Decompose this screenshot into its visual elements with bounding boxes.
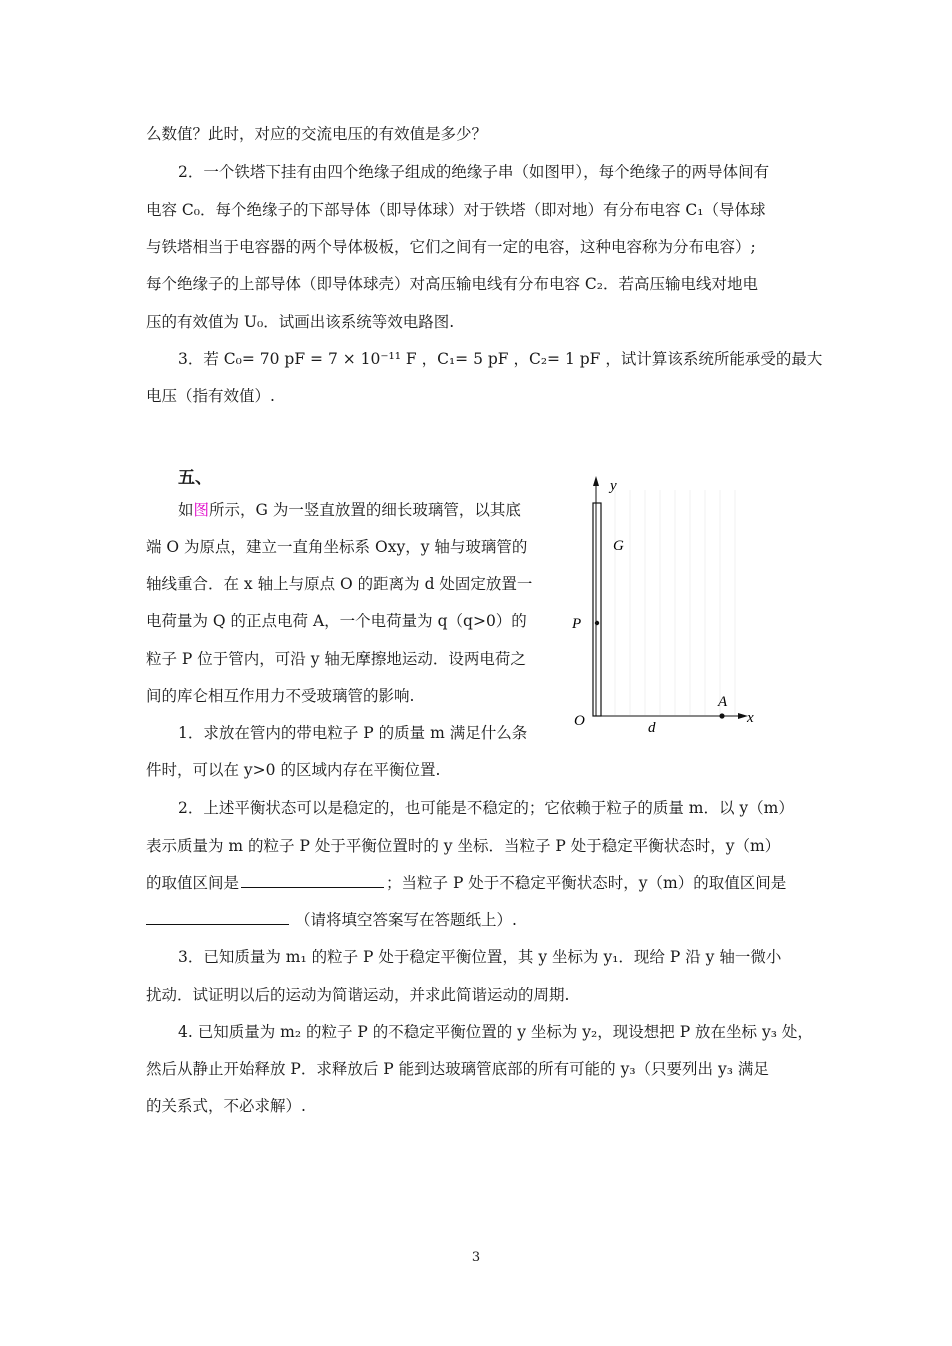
text-line: 电压（指有效值）. bbox=[146, 387, 275, 405]
question-line bbox=[146, 873, 786, 893]
y-axis-label: y bbox=[610, 478, 617, 494]
text-fragment: ；当粒子 P 处于不稳定平衡状态时，y（m）的取值区间是 bbox=[386, 874, 787, 892]
text-fragment: （请将填空答案写在答题纸上）. bbox=[295, 911, 517, 929]
question-line: 扰动．试证明以后的运动为简谐运动，并求此简谐运动的周期. bbox=[146, 986, 570, 1004]
question-line: 表示质量为 m 的粒子 P 处于平衡位置时的 y 坐标．当粒子 P 处于稳定平衡状态时，y（m） bbox=[146, 837, 781, 855]
paragraph-line: 间的库仑相互作用力不受玻璃管的影响. bbox=[146, 687, 415, 705]
section-heading: 五、 bbox=[178, 468, 212, 488]
question-line: 1．求放在管内的带电粒子 P 的质量 m 满足什么条 bbox=[178, 724, 528, 742]
question-line bbox=[146, 910, 517, 930]
text-line: 与铁塔相当于电容器的两个导体极板，它们之间有一定的电容，这种电容称为分布电容）; bbox=[146, 238, 756, 256]
charge-a bbox=[719, 713, 724, 718]
answer-blank-2[interactable] bbox=[146, 910, 289, 925]
paragraph-line: 轴线重合．在 x 轴上与原点 O 的距离为 d 处固定放置一 bbox=[146, 575, 533, 593]
question-line: 3．已知质量为 m₁ 的粒子 P 处于稳定平衡位置，其 y 坐标为 y₁．现给 P 沿 y 轴一微小 bbox=[178, 948, 782, 966]
paragraph-line: 端 O 为原点，建立一直角坐标系 Oxy，y 轴与玻璃管的 bbox=[146, 538, 528, 556]
page-number: 3 bbox=[471, 1250, 481, 1265]
particle-p bbox=[595, 621, 599, 625]
text-fragment: 所示，G 为一竖直放置的细长玻璃管，以其底 bbox=[209, 501, 521, 519]
charge-label-a: A bbox=[718, 694, 728, 710]
paragraph-line: 电荷量为 Q 的正点电荷 A，一个电荷量为 q（q>0）的 bbox=[146, 612, 527, 630]
text-fragment: 的取值区间是 bbox=[146, 874, 240, 892]
figure-link[interactable]: 图 bbox=[193, 501, 210, 519]
text-line: 电容 C₀．每个绝缘子的下部导体（即导体球）对于铁塔（即对地）有分布电容 C₁（导体球 bbox=[146, 201, 766, 219]
text-fragment: 如 bbox=[178, 501, 194, 519]
answer-blank-1[interactable] bbox=[241, 873, 384, 888]
paragraph-line bbox=[178, 500, 521, 520]
question-line: 件时，可以在 y>0 的区域内存在平衡位置. bbox=[146, 761, 441, 779]
glass-tube bbox=[593, 503, 601, 716]
text-line: 么数值？此时，对应的交流电压的有效值是多少？ bbox=[146, 125, 488, 143]
tube-label-g: G bbox=[613, 538, 624, 554]
particle-label-p: P bbox=[572, 616, 582, 632]
text-line: 3．若 C₀= 70 pF = 7 × 10⁻¹¹ F ，C₁= 5 pF ，C₂= 1 pF ，试计算该系统所能承受的最大 bbox=[178, 350, 823, 368]
paragraph-line: 粒子 P 位于管内，可沿 y 轴无摩擦地运动．设两电荷之 bbox=[146, 650, 526, 668]
distance-label-d: d bbox=[648, 720, 656, 736]
question-line: 4. 已知质量为 m₂ 的粒子 P 的不稳定平衡位置的 y 坐标为 y₂，现设想把 P 放在坐标 y₃ 处， bbox=[178, 1023, 813, 1041]
text-line: 2．一个铁塔下挂有由四个绝缘子组成的绝缘子串（如图甲），每个绝缘子的两导体间有 bbox=[178, 163, 770, 181]
question-line: 的关系式，不必求解）. bbox=[146, 1097, 306, 1115]
text-line: 压的有效值为 U₀．试画出该系统等效电路图. bbox=[146, 313, 455, 331]
y-axis-arrow-icon bbox=[593, 476, 599, 486]
question-line: 然后从静止开始释放 P．求释放后 P 能到达玻璃管底部的所有可能的 y₃（只要列出 y₃ 满足 bbox=[146, 1060, 769, 1078]
question-line: 2．上述平衡状态可以是稳定的，也可能是不稳定的；它依赖于粒子的质量 m．以 y（m） bbox=[178, 799, 794, 817]
physics-figure bbox=[560, 470, 770, 740]
x-axis-label: x bbox=[747, 710, 754, 726]
origin-label-o: O bbox=[574, 713, 585, 729]
text-line: 每个绝缘子的上部导体（即导体球壳）对高压输电线有分布电容 C₂．若高压输电线对地电 bbox=[146, 275, 759, 293]
